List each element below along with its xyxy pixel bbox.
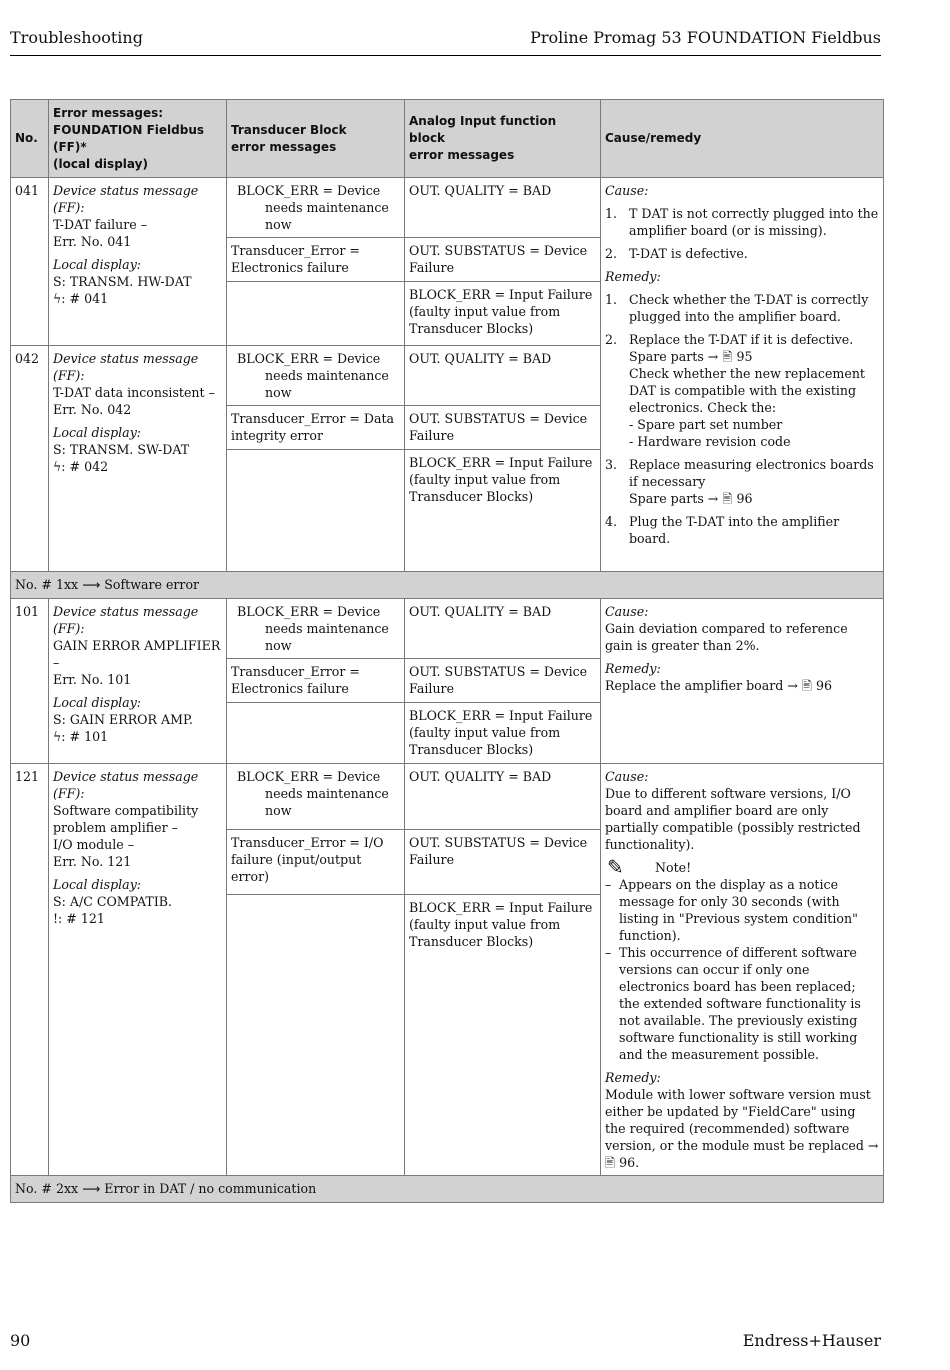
col-err-line: (FF)*: [53, 139, 87, 154]
cause-remedy-cell: [601, 178, 884, 572]
note-list: [605, 876, 879, 1063]
cause-remedy-cell: [601, 599, 884, 764]
tb-cell: Transducer_Error = Electronics failure: [227, 238, 405, 282]
local-display-line: S: TRANSM. SW-DAT: [53, 442, 190, 457]
tb-cell: [227, 703, 405, 764]
list-item: 1. T DAT is not correctly plugged into the amplifier board (or is missing).: [605, 206, 879, 238]
cause-label: Cause:: [605, 604, 649, 619]
pencil-note-icon: ✎: [607, 855, 624, 879]
note-label: Note!: [655, 860, 692, 875]
remedy-line: - Hardware revision code: [629, 434, 791, 449]
ai-cell: OUT. QUALITY = BAD: [405, 599, 601, 659]
header-rule: [10, 55, 881, 56]
col-tb-line: Transducer Block: [231, 122, 347, 137]
remedy-list: [605, 291, 879, 547]
error-line: Err. No. 041: [53, 234, 132, 249]
list-item: – This occurrence of different software versions can occur if only one electronics board has been replaced; the extended software functionality is not available. The previously existing software functionality is still working and the measurement possible.: [605, 944, 879, 1063]
local-display-code: !: # 121: [53, 911, 105, 926]
section-header-dat: [11, 1176, 884, 1203]
block-err-text: BLOCK_ERR = Device needs maintenance now: [237, 183, 389, 232]
tb-cell: [227, 895, 405, 1176]
error-table: [10, 99, 884, 1203]
local-display-label: Local display:: [53, 877, 142, 892]
brand-name: Endress+Hauser: [742, 1331, 881, 1350]
device-status-label: Device status message (FF):: [53, 351, 199, 383]
tb-cell: [227, 178, 405, 238]
error-message-cell: [49, 346, 227, 572]
remedy-text: Check whether the T-DAT is correctly plugged into the amplifier board.: [629, 292, 869, 324]
ai-cell: OUT. SUBSTATUS = Device Failure: [405, 659, 601, 703]
col-no: No.: [11, 100, 49, 178]
block-err-text: BLOCK_ERR = Device needs maintenance now: [237, 604, 389, 653]
cause-remedy-cell: [601, 764, 884, 1176]
running-header-title: Proline Promag 53 FOUNDATION Fieldbus: [530, 28, 881, 47]
remedy-label: Remedy:: [605, 269, 661, 284]
tb-cell: [227, 599, 405, 659]
arrow-icon: ⟶: [82, 577, 101, 592]
tb-cell: Transducer_Error = I/O failure (input/output error): [227, 829, 405, 895]
device-status-label: Device status message (FF):: [53, 183, 199, 215]
remedy-label: Remedy:: [605, 661, 661, 676]
col-err-line: (local display): [53, 156, 148, 171]
cause-text: Due to different software versions, I/O board and amplifier board are only partially compatible (possibly restricted functionality).: [605, 786, 861, 852]
cause-text: T-DAT is defective.: [629, 246, 748, 261]
remedy-line: Check whether the new replacement DAT is compatible with the existing electronics. Check the:: [629, 366, 865, 415]
remedy-line: Replace measuring electronics boards if necessary: [629, 457, 874, 489]
cause-list: [605, 205, 879, 262]
tb-cell: [227, 450, 405, 572]
remedy-text: [629, 456, 879, 507]
tb-cell: Transducer_Error = Electronics failure: [227, 659, 405, 703]
list-item: 2. Replace the T-DAT if it is defective. Spare parts → 🖹 95 Check whether the new replacement DAT is compatible with the existing electronics. Check the: - Spare part set number - Hardware revision code: [605, 331, 879, 450]
note-heading: [605, 855, 879, 879]
ai-cell: OUT. QUALITY = BAD: [405, 764, 601, 830]
row-number: 041: [11, 178, 49, 346]
remedy-label: Remedy:: [605, 1070, 661, 1085]
section-title: Error in DAT / no communication: [104, 1181, 317, 1196]
local-display-line: S: TRANSM. HW-DAT: [53, 274, 192, 289]
device-status-label: Device status message (FF):: [53, 604, 199, 636]
error-line: T-DAT data inconsistent –: [53, 385, 215, 400]
col-err-line: Error messages:: [53, 105, 164, 120]
ai-cell: BLOCK_ERR = Input Failure (faulty input value from Transducer Blocks): [405, 282, 601, 346]
page-number: 90: [10, 1331, 31, 1350]
col-tb-line: error messages: [231, 139, 337, 154]
ai-cell: OUT. SUBSTATUS = Device Failure: [405, 406, 601, 450]
spare-parts-ref: Spare parts → 🖹 95: [629, 349, 753, 364]
ai-cell: OUT. QUALITY = BAD: [405, 346, 601, 406]
ai-cell: BLOCK_ERR = Input Failure (faulty input value from Transducer Blocks): [405, 895, 601, 1176]
device-status-label: Device status message (FF):: [53, 769, 199, 801]
col-transducer-block: [227, 100, 405, 178]
remedy-text: Plug the T-DAT into the amplifier board.: [629, 514, 840, 546]
tb-cell: [227, 346, 405, 406]
running-header-section: Troubleshooting: [10, 28, 143, 47]
remedy-line: Replace the T-DAT if it is defective.: [629, 332, 854, 347]
error-line: GAIN ERROR AMPLIFIER –: [53, 638, 221, 670]
col-error-messages: [49, 100, 227, 178]
cause-text: T DAT is not correctly plugged into the amplifier board (or is missing).: [629, 206, 879, 238]
col-ai-line: Analog Input function block: [409, 114, 557, 145]
local-display-code: ϟ: # 041: [53, 291, 109, 306]
remedy-text: Replace the amplifier board → 🖹 96: [605, 678, 833, 693]
cause-text: Gain deviation compared to reference gain is greater than 2%.: [605, 621, 848, 653]
local-display-label: Local display:: [53, 695, 142, 710]
ai-cell: OUT. SUBSTATUS = Device Failure: [405, 238, 601, 282]
section-title: Software error: [104, 577, 200, 592]
list-item: 4. Plug the T-DAT into the amplifier board.: [605, 513, 879, 547]
table-header-row: [11, 100, 884, 178]
arrow-icon: ⟶: [82, 1181, 101, 1196]
block-err-text: BLOCK_ERR = Device needs maintenance now: [237, 351, 389, 400]
remedy-text: [629, 331, 879, 450]
note-text: Appears on the display as a notice message for only 30 seconds (with listing in "Previous system condition" function).: [619, 877, 858, 943]
section-row: [11, 572, 884, 599]
error-line: Err. No. 101: [53, 672, 132, 687]
tb-cell: [227, 764, 405, 830]
ai-cell: BLOCK_ERR = Input Failure (faulty input value from Transducer Blocks): [405, 450, 601, 572]
block-err-text: BLOCK_ERR = Device needs maintenance now: [237, 769, 389, 818]
list-item: – Appears on the display as a notice message for only 30 seconds (with listing in "Previous system condition" function).: [605, 876, 879, 944]
row-number: 042: [11, 346, 49, 572]
error-message-cell: [49, 599, 227, 764]
row-number: 121: [11, 764, 49, 1176]
local-display-line: S: A/C COMPATIB.: [53, 894, 173, 909]
col-ai-line: error messages: [409, 148, 515, 162]
local-display-code: ϟ: # 042: [53, 459, 109, 474]
remedy-line: - Spare part set number: [629, 417, 783, 432]
section-prefix: No. # 2xx: [15, 1181, 79, 1196]
ai-cell: BLOCK_ERR = Input Failure (faulty input value from Transducer Blocks): [405, 703, 601, 764]
cause-label: Cause:: [605, 769, 649, 784]
error-line: Software compatibility: [53, 803, 199, 818]
tb-cell: [227, 282, 405, 346]
col-analog-input: [405, 100, 601, 178]
col-err-line: FOUNDATION Fieldbus: [53, 122, 205, 137]
local-display-line: S: GAIN ERROR AMP.: [53, 712, 193, 727]
local-display-label: Local display:: [53, 257, 142, 272]
tb-cell: Transducer_Error = Data integrity error: [227, 406, 405, 450]
table-row: [11, 599, 884, 659]
local-display-code: ϟ: # 101: [53, 729, 109, 744]
row-number: 101: [11, 599, 49, 764]
error-line: problem amplifier –: [53, 820, 178, 835]
section-prefix: No. # 1xx: [15, 577, 79, 592]
list-item: 3. Replace measuring electronics boards if necessary Spare parts → 🖹 96: [605, 456, 879, 507]
remedy-text: Module with lower software version must either be updated by "FieldCare" using the required (recommended) software version, or the module must be replaced → 🖹 96.: [605, 1087, 879, 1170]
list-item: 1. Check whether the T-DAT is correctly plugged into the amplifier board.: [605, 291, 879, 325]
col-cause-remedy: Cause/remedy: [601, 100, 884, 178]
ai-cell: OUT. SUBSTATUS = Device Failure: [405, 829, 601, 895]
ai-cell: OUT. QUALITY = BAD: [405, 178, 601, 238]
section-row: [11, 1176, 884, 1203]
error-message-cell: [49, 764, 227, 1176]
error-message-cell: [49, 178, 227, 346]
cause-label: Cause:: [605, 183, 649, 198]
table-row: [11, 178, 884, 238]
error-line: Err. No. 042: [53, 402, 132, 417]
error-line: I/O module –: [53, 837, 135, 852]
error-line: T-DAT failure –: [53, 217, 148, 232]
spare-parts-ref: Spare parts → 🖹 96: [629, 491, 753, 506]
local-display-label: Local display:: [53, 425, 142, 440]
note-text: This occurrence of different software versions can occur if only one electronics board has been replaced; the extended software functionality is not available. The previously existing software functionality is still working and the measurement possible.: [619, 945, 861, 1062]
error-line: Err. No. 121: [53, 854, 132, 869]
section-header-software: [11, 572, 884, 599]
list-item: 2. T-DAT is defective.: [605, 246, 748, 261]
table-row: [11, 764, 884, 830]
